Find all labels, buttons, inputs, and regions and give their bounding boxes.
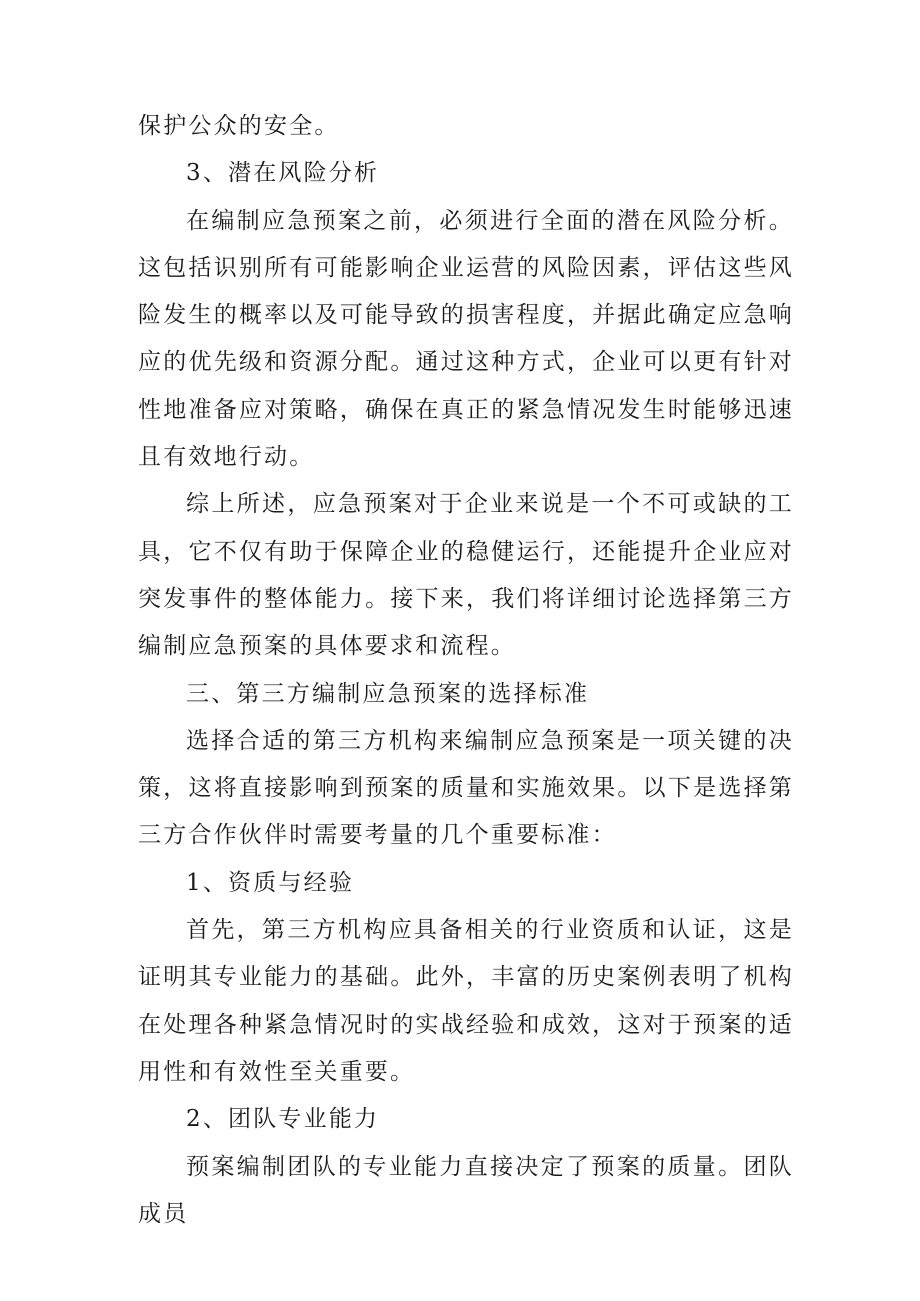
paragraph-team-capability: 预案编制团队的专业能力直接决定了预案的质量。团队成员 (138, 1153, 794, 1227)
paragraph-selection-intro: 选择合适的第三方机构来编制应急预案是一项关键的决策，这将直接影响到预案的质量和实施效果。以下是选择第三方合作伙伴时需要考量的几个重要标准： (138, 727, 794, 849)
document-body (138, 103, 794, 1238)
paragraph-continuation: 保护公众的安全。 (138, 113, 340, 139)
paragraph-summary: 综上所述，应急预案对于企业来说是一个不可或缺的工具，它不仅有助于保障企业的稳健运行，还能提升企业应对突发事件的整体能力。接下来，我们将详细讨论选择第三方编制应急预案的具体要求和流程。 (138, 491, 794, 660)
section-heading-qualification: 1、资质与经验 (186, 869, 355, 896)
paragraph-risk-analysis: 在编制应急预案之前，必须进行全面的潜在风险分析。这包括识别所有可能影响企业运营的风险因素，评估这些风险发生的概率以及可能导致的损害程度，并据此确定应急响应的优先级和资源分配。通过这种方式，企业可以更有针对性地准备应对策略，确保在真正的紧急情况发生时能够迅速且有效地行动。 (138, 207, 794, 471)
paragraph-qualification: 首先，第三方机构应具备相关的行业资质和认证，这是证明其专业能力的基础。此外，丰富的历史案例表明了机构在处理各种紧急情况时的实战经验和成效，这对于预案的适用性和有效性至关重要。 (138, 917, 794, 1085)
section-heading-selection-criteria: 三、第三方编制应急预案的选择标准 (186, 680, 590, 707)
section-heading-risk-analysis: 3、潜在风险分析 (186, 160, 380, 187)
section-heading-team-capability: 2、团队专业能力 (186, 1106, 380, 1133)
